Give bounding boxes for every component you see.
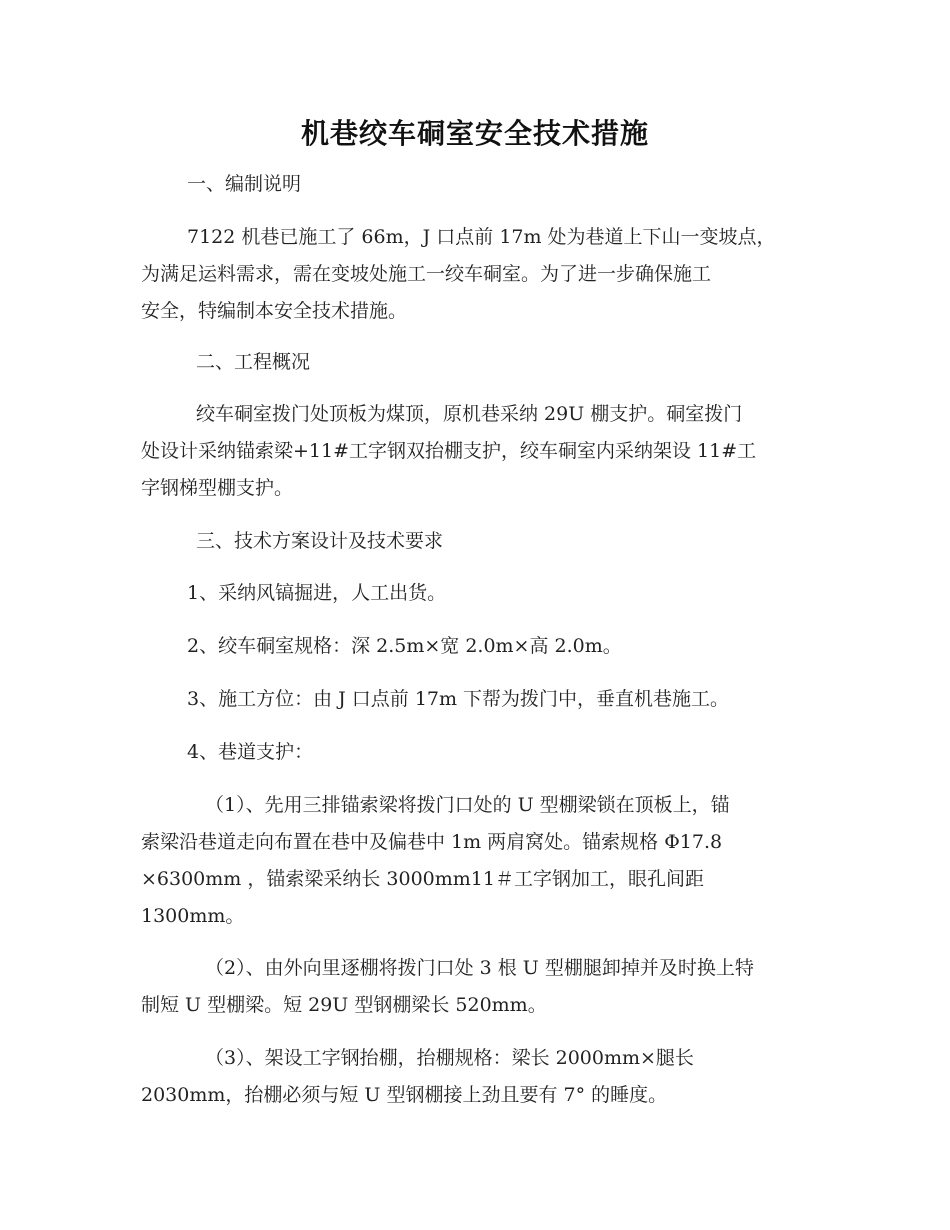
paragraph-line: 1300mm。 — [141, 905, 245, 927]
paragraph-line: 安全，特编制本安全技术措施。 — [141, 300, 408, 322]
paragraph-line: （3）、架设工字钢抬棚，抬棚规格：梁长 2000mm×腿长 — [205, 1047, 694, 1069]
document-title: 机巷绞车硐室安全技术措施 — [300, 117, 649, 150]
list-item: 1、采纳风镐掘进，人工出货。 — [187, 582, 447, 604]
paragraph-line: 处设计采纳锚索梁+11#工字钢双抬棚支护，绞车硐室内采纳架设 11#工 — [141, 440, 757, 462]
paragraph-line: ×6300mm ，锚索梁采纳长 3000mm11＃工字钢加工，眼孔间距 — [141, 868, 704, 890]
section-heading-technical: 三、技术方案设计及技术要求 — [196, 530, 444, 552]
paragraph-line: 2030mm，抬棚必须与短 U 型钢棚接上劲且要有 7° 的睡度。 — [141, 1084, 668, 1106]
paragraph-line: 为满足运料需求，需在变坡处施工一绞车硐室。为了进一步确保施工 — [141, 263, 712, 285]
section-heading-compilation: 一、编制说明 — [187, 173, 302, 195]
list-item: 2、绞车硐室规格：深 2.5m×宽 2.0m×高 2.0m。 — [187, 635, 622, 657]
paragraph-line: 字钢梯型棚支护。 — [141, 477, 294, 499]
paragraph-line: （1）、先用三排锚索梁将拨门口处的 U 型棚梁锁在顶板上，锚 — [205, 794, 730, 816]
list-item: 3、施工方位：由 J 口点前 17m 下帮为拨门中，垂直机巷施工。 — [187, 688, 730, 710]
paragraph-line: 绞车硐室拨门处顶板为煤顶，原机巷采纳 29U 棚支护。硐室拨门 — [196, 403, 743, 425]
paragraph-line: 制短 U 型棚梁。短 29U 型钢棚梁长 520mm。 — [141, 994, 547, 1016]
list-item: 4、巷道支护： — [187, 741, 314, 763]
paragraph-line: 7122 机巷已施工了 66m，J 口点前 17m 处为巷道上下山一变坡点， — [187, 226, 776, 248]
paragraph-line: （2）、由外向里逐棚将拨门口处 3 根 U 型棚腿卸掉并及时换上特 — [205, 957, 754, 979]
paragraph-line: 索梁沿巷道走向布置在巷中及偏巷中 1m 两肩窝处。锚索规格 Φ17.8 — [141, 831, 723, 853]
section-heading-overview: 二、工程概况 — [196, 351, 311, 373]
